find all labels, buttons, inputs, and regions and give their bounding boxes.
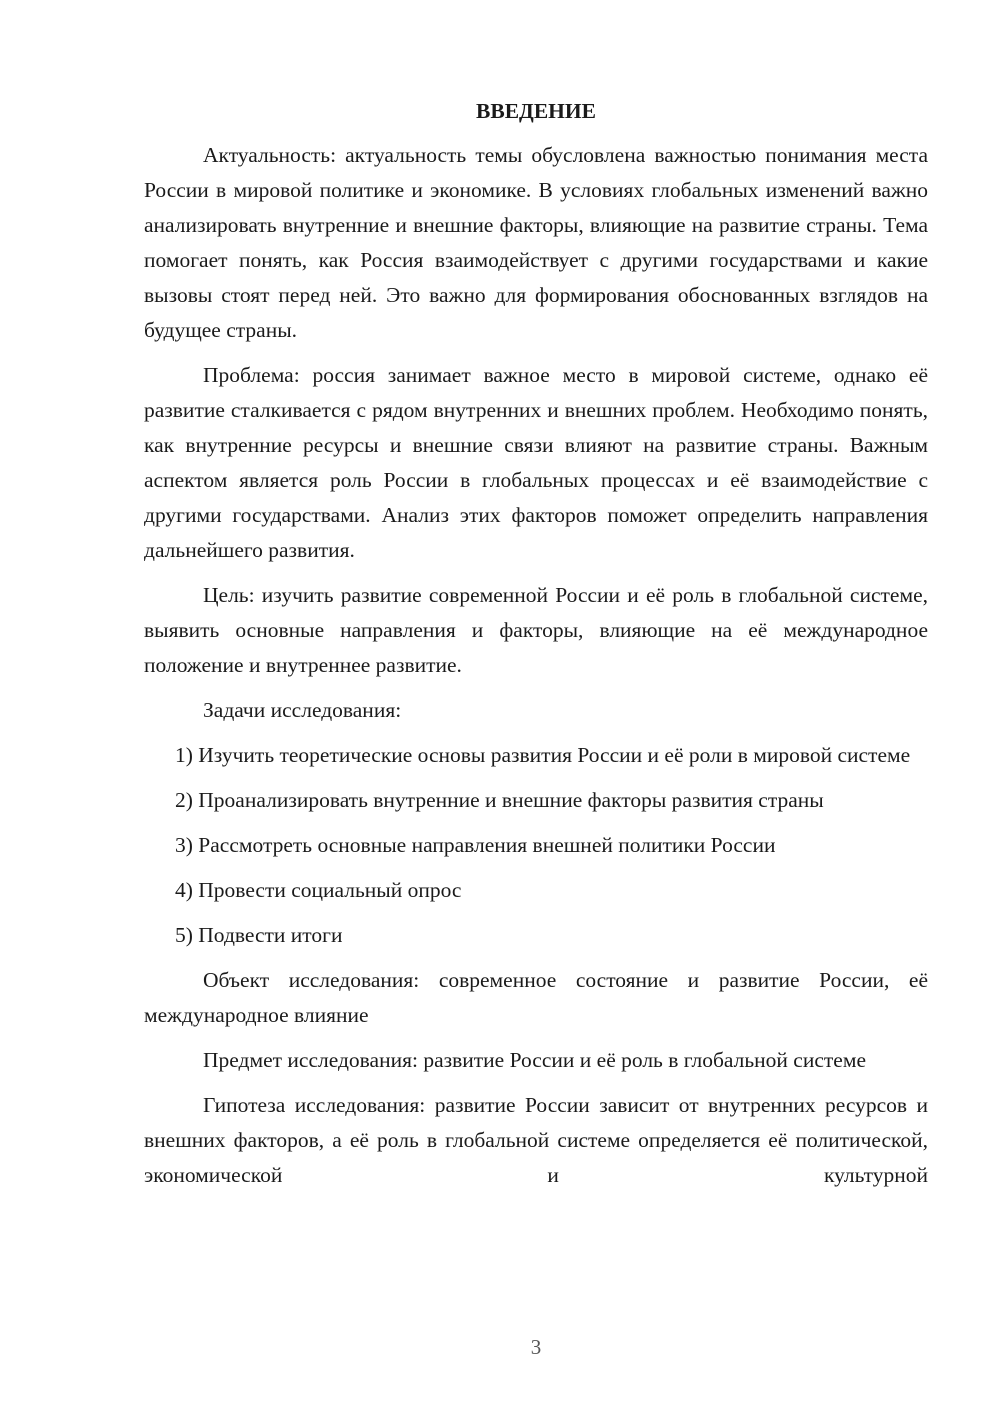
task-item-4: 4) Провести социальный опрос (175, 878, 462, 902)
tasks-heading: Задачи исследования: (203, 698, 402, 722)
task-item-5: 5) Подвести итоги (175, 923, 343, 947)
object-paragraph: Объект исследования: современное состояние и развитие России, её международное влияние (144, 968, 928, 1027)
hypothesis-paragraph: Гипотеза исследования: развитие России зависит от внутренних ресурсов и внешних факторов, а её роль в глобальной системе определяется её политической, экономической и культурной (144, 1093, 928, 1187)
problem-paragraph: Проблема: россия занимает важное место в мировой системе, однако её развитие сталкивается с рядом внутренних и внешних проблем. Необходимо понять, как внутренние ресурсы и внешние связи влияют на развитие страны. Важным аспектом является роль России в глобальных процессах и её взаимодействие с другими государствами. Анализ этих факторов поможет определить направления дальнейшего развития. (144, 363, 928, 562)
goal-paragraph: Цель: изучить развитие современной России и её роль в глобальной системе, выявить основные направления и факторы, влияющие на её международное положение и внутреннее развитие. (144, 583, 928, 677)
task-item-2: 2) Проанализировать внутренние и внешние факторы развития страны (175, 788, 824, 812)
task-item-1: 1) Изучить теоретические основы развития России и её роли в мировой системе (175, 743, 911, 767)
page-number: 3 (530, 1335, 542, 1359)
task-item-3: 3) Рассмотреть основные направления внешней политики России (175, 833, 776, 857)
subject-paragraph: Предмет исследования: развитие России и её роль в глобальной системе (203, 1048, 866, 1072)
relevance-paragraph: Актуальность: актуальность темы обусловлена важностью понимания места России в мировой политике и экономике. В условиях глобальных изменений важно анализировать внутренние и внешние факторы, влияющие на развитие страны. Тема помогает понять, как Россия взаимодействует с другими государствами и какие вызовы стоят перед ней. Это важно для формирования обоснованных взглядов на будущее страны. (144, 143, 928, 342)
section-title: ВВЕДЕНИЕ (476, 99, 596, 123)
page-content (144, 96, 928, 1203)
